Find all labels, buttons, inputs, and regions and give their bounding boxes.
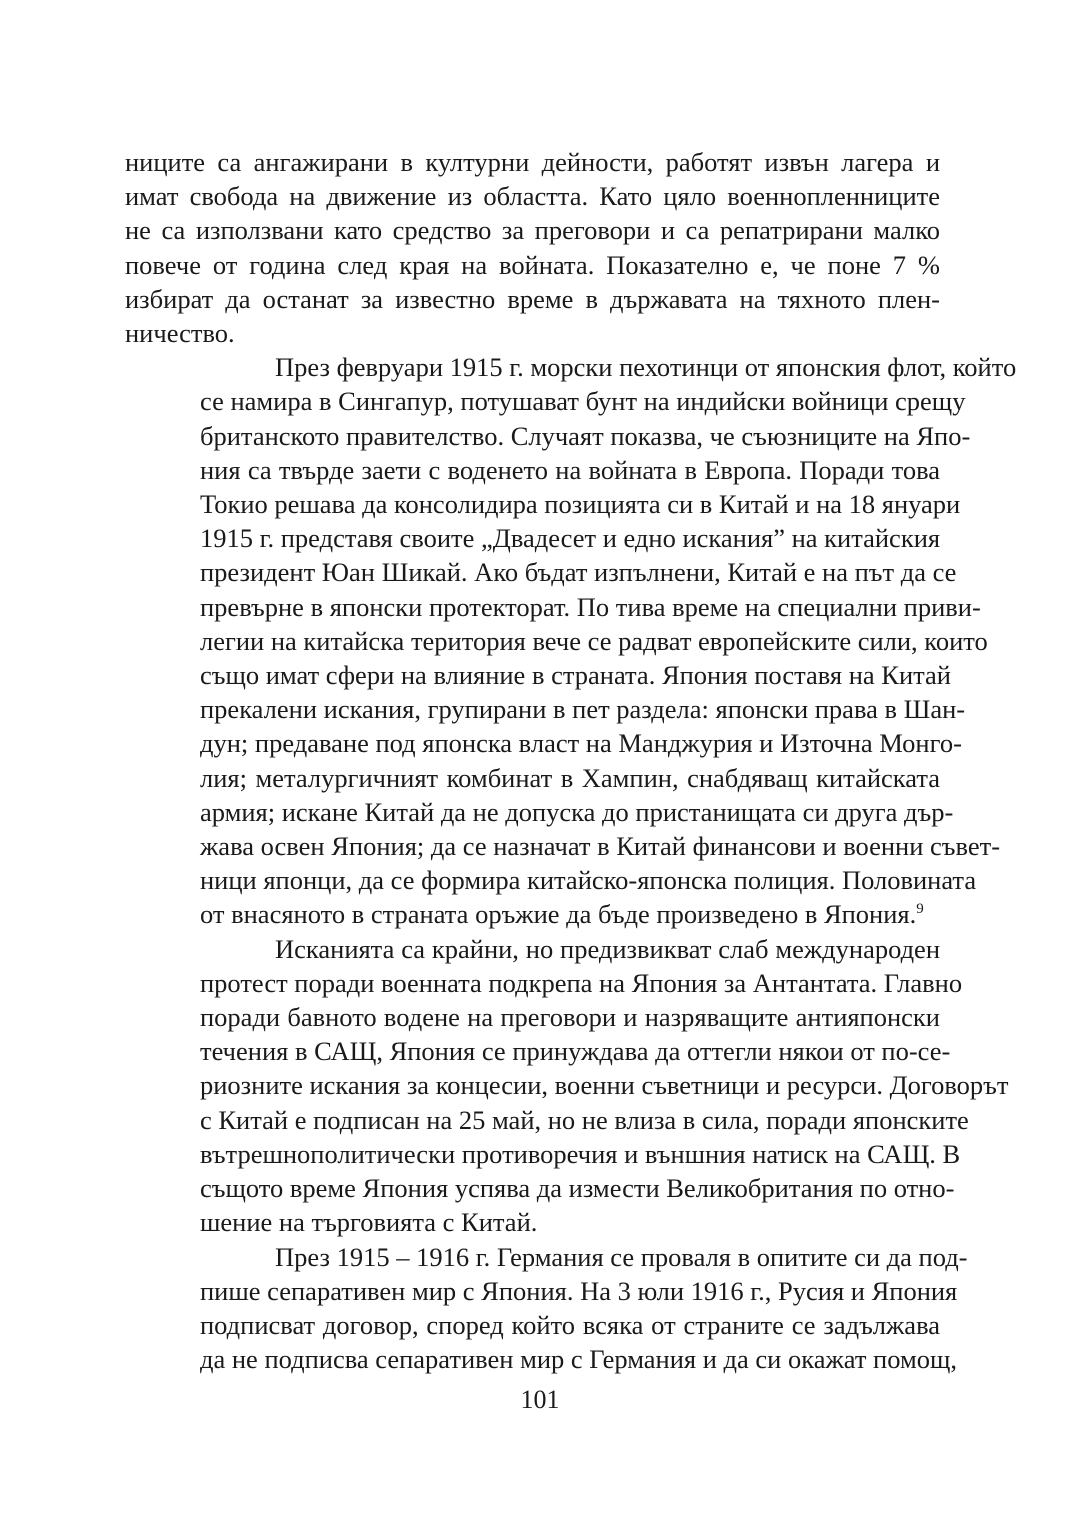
page-number: 101	[520, 1385, 560, 1414]
text-line: жава освен Япония; да се назначат в Китай финансови и военни съвет-	[200, 831, 1001, 862]
text-line: поради бавното водене на преговори и назряващите антияпонски	[200, 1002, 940, 1033]
text-line: легии на китайска територия вече се радват европейските сили, които	[200, 625, 988, 656]
text-line: ния са твърде заети с воденето на войната в Европа. Поради това	[200, 454, 940, 485]
text-line: През 1915 – 1916 г. Германия се проваля в опитите си да под-	[275, 1241, 968, 1272]
text-line: не са използвани като средство за преговори и са репатрирани малко	[125, 215, 940, 246]
paragraph	[125, 145, 940, 350]
text-line: от внасяното в страната оръжие да бъде произведено в Япония.$^9$	[200, 899, 924, 930]
text-line: Токио решава да консолидира позицията си в Китай и на 18 януари	[200, 489, 961, 520]
text-line: риозните искания за концесии, военни съветници и ресурси. Договорът	[200, 1070, 1009, 1101]
text-line: вътрешнополитически противоречия и външния натиск на САЩ. В	[200, 1138, 961, 1169]
text-line: През февруари 1915 г. морски пехотинци от японския флот, който	[275, 352, 1017, 383]
body-text	[125, 145, 1017, 1376]
text-line: президент Юан Шикай. Ако бъдат изпълнени, Китай е на път да се	[200, 557, 957, 588]
text-line: прекалени искания, групирани в пет раздела: японски права в Шан-	[200, 694, 966, 725]
text-line: се намира в Сингапур, потушават бунт на индийски войници срещу	[200, 386, 966, 417]
text-line: дун; предаване под японска власт на Манджурия и Източна Монго-	[200, 728, 962, 759]
text-line: също имат сфери на влияние в страната. Япония поставя на Китай	[200, 660, 951, 691]
text-line: ниците са ангажирани в културни дейности, работят извън лагера и	[125, 147, 940, 177]
text-line: ници японци, да се формира китайско-японска полиция. Половината	[200, 865, 977, 896]
text-line: протест поради военната подкрепа на Япония за Антантата. Главно	[200, 967, 963, 998]
paragraph	[125, 932, 1009, 1240]
text-line: лия; металургичният комбинат в Хампин, снабдяващ китайската	[200, 762, 940, 793]
text-line: превърне в японски протекторат. По тива време на специални приви-	[200, 591, 981, 622]
text-line: с Китай е подписан на 25 май, но не влиза в сила, поради японските	[200, 1104, 969, 1135]
footnote-reference: 9	[916, 901, 924, 918]
text-line: армия; искане Китай да не допуска до пристанищата си друга дър-	[200, 796, 954, 827]
text-line: да не подписва сепаративен мир с Германия и да си окажат помощ,	[200, 1344, 958, 1375]
text-line: повече от година след края на войната. Показателно е, че поне 7 %	[125, 249, 940, 280]
text-line: същото време Япония успява да измести Великобритания по отно-	[200, 1173, 955, 1204]
text-line: Исканията са крайни, но предизвикват слаб международен	[275, 933, 940, 964]
text-line: подписват договор, според който всяка от страните се задължава	[200, 1309, 940, 1340]
text-line: имат свобода на движение из областта. Като цяло военнопленниците	[125, 181, 940, 212]
text-line: пише сепаративен мир с Япония. На 3 юли 1916 г., Русия и Япония	[200, 1275, 958, 1306]
text-line: избират да останат за известно време в държавата на тяхното плен-	[125, 283, 940, 314]
text-line: шение на търговията с Китай.	[200, 1207, 538, 1238]
paragraph	[125, 1240, 968, 1377]
text-line: 1915 г. представя своите „Двадесет и едно искания” на китайския	[200, 523, 941, 554]
text-line: течения в САЩ, Япония се принуждава да оттегли някои от по-се-	[200, 1036, 951, 1067]
paragraph	[125, 350, 1017, 931]
text-line: ничество.	[125, 318, 235, 349]
text-line: британското правителство. Случаят показва, че съюзниците на Япо-	[200, 420, 971, 451]
